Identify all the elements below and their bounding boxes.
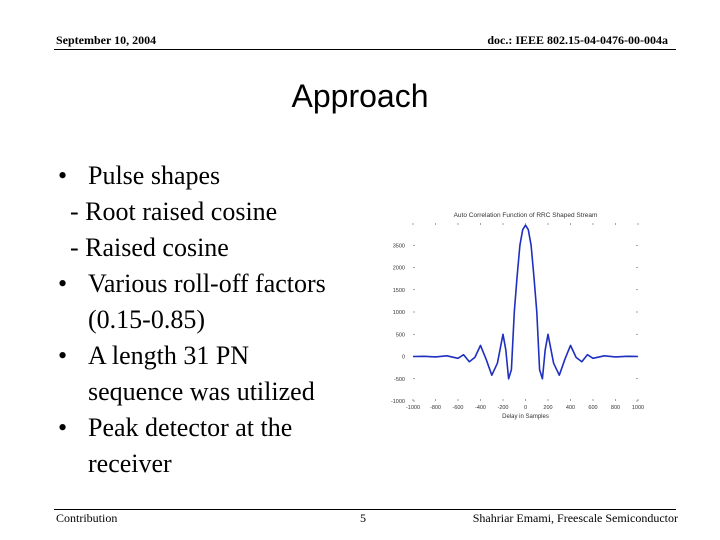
footer-rule xyxy=(54,509,676,510)
chart-title: Auto Correlation Function of RRC Shaped Stream xyxy=(453,212,598,219)
bullet-item xyxy=(58,410,368,446)
header-date: September 10, 2004 xyxy=(56,33,157,47)
bullet-text: (0.15-0.85) xyxy=(88,305,205,334)
bullet-text: A length 31 PN xyxy=(88,341,250,370)
bullet-item xyxy=(58,158,368,194)
bullet-text: - Root raised cosine xyxy=(70,197,278,226)
footer-page-number: 5 xyxy=(360,511,366,525)
sub-item xyxy=(58,230,368,266)
x-tick-label: 200 xyxy=(543,405,553,411)
y-tick-label: -500 xyxy=(393,376,405,383)
bullet-text: Peak detector at the xyxy=(88,413,293,442)
bullet-glyph: • xyxy=(58,413,68,442)
slide-title: Approach xyxy=(291,78,429,114)
x-tick-label: 800 xyxy=(610,405,621,411)
bullet-continuation xyxy=(58,302,368,338)
y-tick-label: 3500 xyxy=(392,243,405,250)
bullet-continuation xyxy=(58,446,368,482)
bullet-continuation xyxy=(58,374,368,410)
x-tick-label: -200 xyxy=(497,405,509,411)
y-tick-label: -1000 xyxy=(390,399,405,405)
y-tick-label: 1000 xyxy=(392,310,405,316)
x-tick-label: -800 xyxy=(429,405,442,411)
autocorrelation-chart xyxy=(368,205,658,440)
bullet-item xyxy=(58,266,368,302)
bullet-text: Pulse shapes xyxy=(88,161,221,190)
x-axis-label: Delay in Samples xyxy=(502,414,549,420)
x-tick-label: 400 xyxy=(565,405,576,411)
bullet-glyph: • xyxy=(58,269,68,298)
x-tick-label: 1000 xyxy=(631,405,645,411)
bullet-text: - Raised cosine xyxy=(70,233,229,262)
y-tick-label: 1500 xyxy=(392,287,405,294)
header-doc-id: doc.: IEEE 802.15-04-0476-00-004a xyxy=(487,33,668,47)
bullet-glyph: • xyxy=(58,161,68,190)
header-rule xyxy=(54,49,676,50)
x-tick-label: -600 xyxy=(452,405,464,411)
x-tick-label: -400 xyxy=(474,405,487,411)
bullet-text: receiver xyxy=(88,449,172,478)
x-tick-label: 600 xyxy=(588,405,598,411)
y-tick-label: 2000 xyxy=(392,265,405,272)
sub-item xyxy=(58,194,368,230)
bullet-text: Various roll-off factors xyxy=(88,269,326,298)
bullet-item xyxy=(58,338,368,374)
bullet-text: sequence was utilized xyxy=(88,377,315,406)
bullet-glyph: • xyxy=(58,341,68,370)
footer-author: Shahriar Emami, Freescale Semiconductor xyxy=(472,511,678,525)
x-tick-label: 0 xyxy=(523,405,528,411)
bullet-list xyxy=(58,158,368,482)
footer-contribution: Contribution xyxy=(56,511,118,525)
y-tick-label: 500 xyxy=(395,332,405,339)
series-line xyxy=(413,225,638,379)
x-tick-label: -1000 xyxy=(405,405,421,411)
y-tick-label: 0 xyxy=(401,354,405,361)
